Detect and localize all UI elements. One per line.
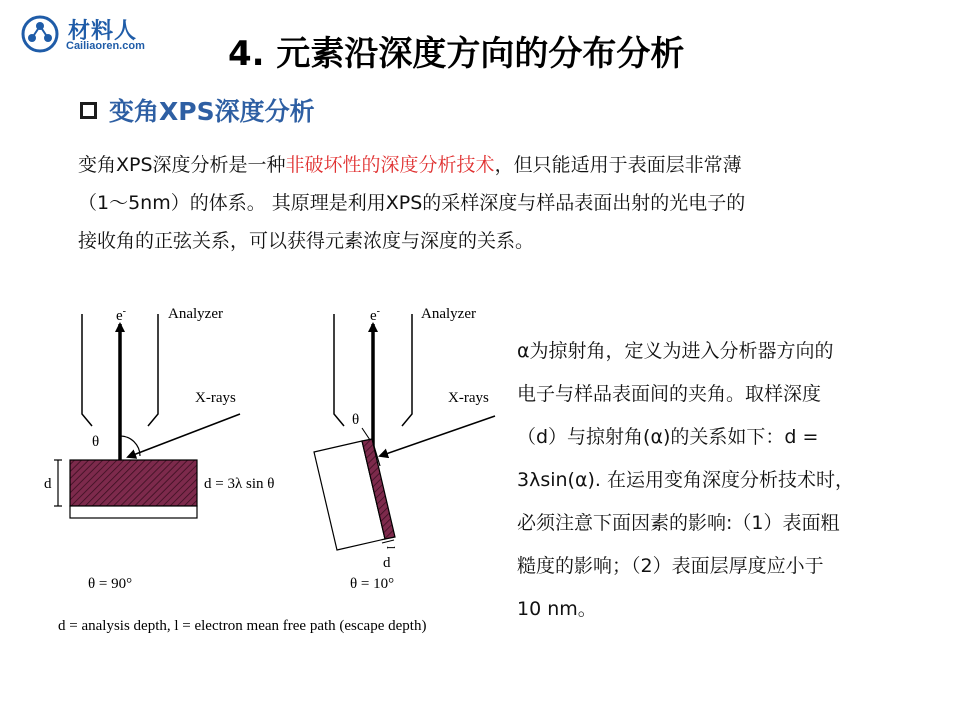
- theta-label: θ: [92, 434, 100, 450]
- xray-arrow: [380, 416, 495, 456]
- electron-label: e-: [370, 306, 381, 324]
- surface-layer: [70, 460, 197, 506]
- desc-line-7: 10 nm。: [517, 598, 597, 620]
- desc-line-1: α为掠射角，定义为进入分析器方向的: [517, 340, 834, 362]
- angle-label-90: θ = 90°: [88, 576, 133, 592]
- analyzer-wall-left: [334, 314, 344, 426]
- checkbox-square-icon: [80, 102, 97, 119]
- xrays-label: X-rays: [448, 390, 489, 406]
- side-description: [517, 330, 927, 631]
- intro-line-1-start: 变角XPS深度分析是一种: [78, 154, 286, 176]
- desc-line-3: （d）与掠射角(α)的关系如下：d =: [517, 426, 819, 448]
- theta-label: θ: [352, 412, 360, 428]
- figure-caption: d = analysis depth, l = electron mean free path (escape depth): [58, 618, 427, 634]
- electron-label: e-: [116, 306, 127, 324]
- diagram-theta-10: [314, 306, 495, 592]
- analyzer-wall-right: [148, 314, 158, 426]
- intro-line-2: （1～5nm）的体系。 其原理是利用XPS的采样深度与样品表面出射的光电子的: [78, 192, 746, 214]
- desc-line-4: 3λsin(α). 在运用变角深度分析技术时，: [517, 469, 854, 491]
- intro-line-3: 接收角的正弦关系，可以获得元素浓度与深度的关系。: [78, 230, 535, 252]
- logo-molecule-icon: [18, 12, 62, 56]
- xray-arrow: [128, 414, 240, 457]
- logo-en-text: Cailiaoren.com: [66, 40, 145, 52]
- angle-label-10: θ = 10°: [350, 576, 395, 592]
- intro-paragraph: [78, 146, 938, 260]
- angle-resolved-xps-figure: [40, 296, 510, 641]
- intro-line-1: [78, 146, 938, 184]
- desc-line-6: 糙度的影响；（2）表面层厚度应小于: [517, 555, 824, 577]
- site-logo: [18, 12, 168, 56]
- theta-tick: [362, 428, 370, 440]
- analyzer-wall-left: [82, 314, 92, 426]
- mean-free-path-label: l: [384, 546, 398, 550]
- diagram-theta-90: [44, 306, 274, 592]
- analyzer-label: Analyzer: [168, 306, 223, 322]
- section-heading: [80, 92, 315, 128]
- depth-label: d: [383, 555, 391, 571]
- section-heading-text: 变角XPS深度分析: [109, 97, 315, 126]
- analyzer-wall-right: [402, 314, 412, 426]
- substrate: [70, 506, 197, 518]
- intro-line-1-end: ，但只能适用于表面层非常薄: [494, 154, 742, 176]
- logo-cn-text: 材料人: [68, 19, 138, 44]
- xrays-label: X-rays: [195, 390, 236, 406]
- slide-title: 4. 元素沿深度方向的分布分析: [228, 34, 685, 74]
- depth-formula: d = 3λ sin θ: [204, 476, 275, 492]
- depth-label: d: [44, 476, 52, 492]
- analyzer-label: Analyzer: [421, 306, 476, 322]
- desc-line-2: 电子与样品表面间的夹角。取样深度: [517, 383, 822, 405]
- desc-line-5: 必须注意下面因素的影响:（1）表面粗: [517, 512, 840, 534]
- intro-highlight: 非破坏性的深度分析技术: [285, 154, 495, 176]
